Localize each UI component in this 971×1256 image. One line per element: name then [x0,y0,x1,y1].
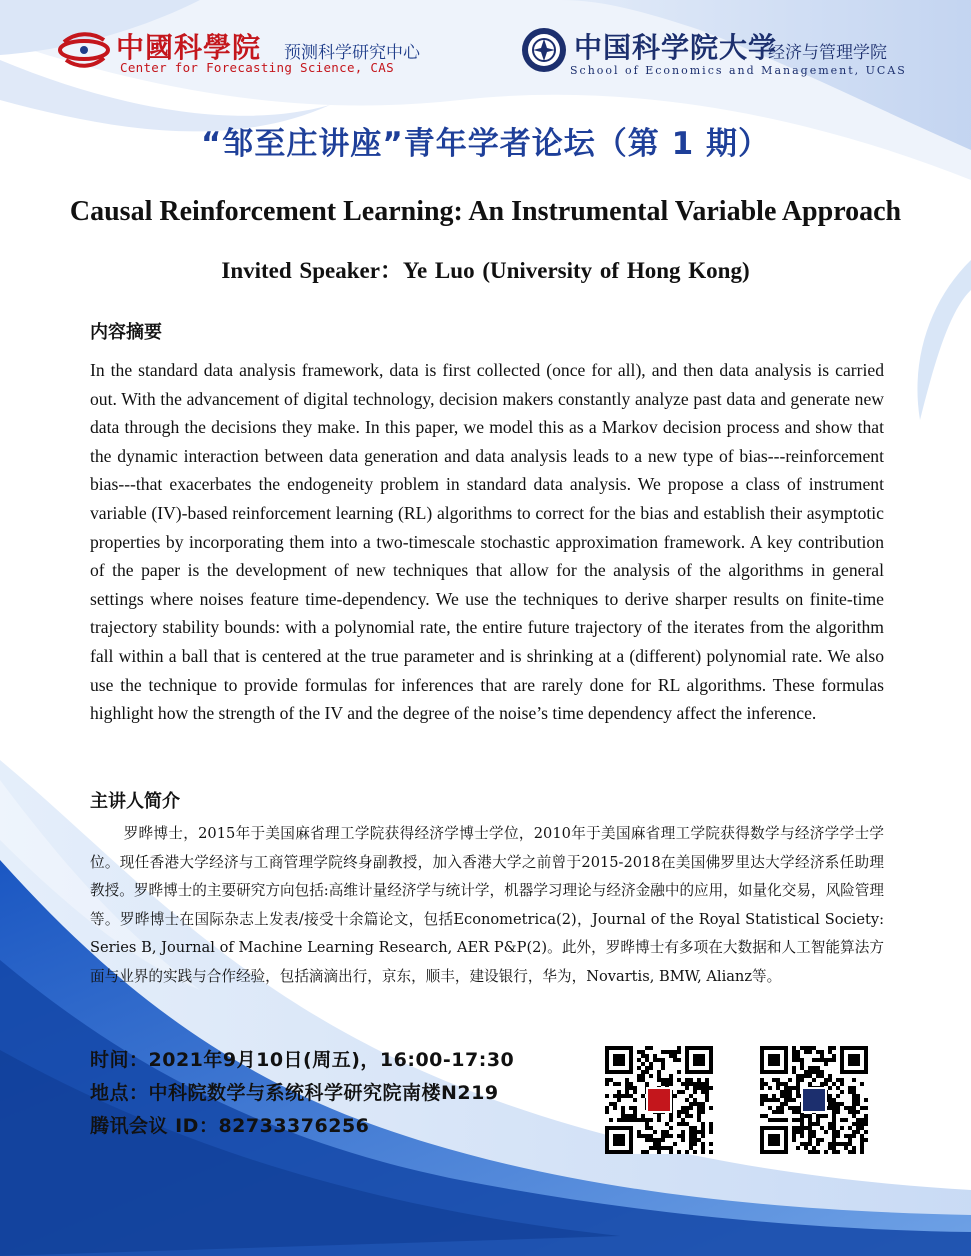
abstract-heading: 内容摘要 [90,322,162,343]
sem-name-en: School of Economics and Management, UCAS [570,64,907,77]
tencent-meeting-id: 腾讯会议 ID：82733376256 [90,1115,370,1137]
cas-forecasting-logo [58,26,458,86]
forecasting-center-name-cn: 预测科学研究中心 [284,43,420,63]
cas-emblem-icon [58,28,110,72]
forecasting-center-name-en: Center for Forecasting Science, CAS [120,60,394,75]
talk-title: Causal Reinforcement Learning: An Instrumental Variable Approach [69,196,902,227]
bio-text: 罗晔博士，2015年于美国麻省理工学院获得经济学博士学位，2010年于美国麻省理工学院获得数学与经济学学士学位。现任香港大学经济与工商管理学院终身副教授，加入香港大学之前曾于2015-2018在美国佛罗里达大学经济系任助理教授。罗晔博士的主要研究方向包括:高维计量经济学与统计学，机器学习理论与经济金融中的应用，如量化交易，风险管理等。罗晔博士在国际杂志上发表/接受十余篇论文，包括Econometrica(2)，Journal of the Royal Statistical Society: Series B, Journal of Machine Learning Research, AER P&P(2)。此外，罗晔博士有多项在大数据和人工智能算法方面与业界的实践与合作经验，包括滴滴出行，京东，顺丰，建设银行，华为，Novartis, BMW, Alianz等。 [90,825,884,985]
ucas-seal-icon [520,26,568,74]
speaker-line: Invited Speaker：Ye Luo (University of Hong Kong) [221,258,750,283]
cas-name-cn: 中國科學院 [116,31,262,64]
event-location: 地点：中科院数学与系统科学研究院南楼N219 [90,1082,499,1104]
qr-code-icon[interactable] [605,1046,713,1154]
ucas-sem-logo [520,26,940,86]
event-time: 时间：2021年9月10日(周五)，16:00-17:30 [90,1049,515,1071]
ucas-name-cn: 中国科学院大学 [574,31,778,64]
series-title: “邹至庄讲座”青年学者论坛（第 1 期） [201,126,770,162]
abstract-text: In the standard data analysis framework, data is first collected (once for all), and then data analysis is carried out. With the advancement of digital technology, decision makers constantly analyze past data and generate new data through the decisions they make. In this paper, we model this as a Markov decision process and show that the dynamic interaction between data generation and data analysis leads to a new type of bias---reinforcement bias---that exacerbates the endogeneity problem in standard data analysis. We propose a class of instrument variable (IV)-based reinforcement learning (RL) algorithms to correct for the bias and establish their asymptotic properties by incorporating them into a two-timescale stochastic approximation framework. A key contribution of the paper is the development of new techniques that allow for the analysis of the algorithms in general settings where noises feature time-dependency. We use the techniques to derive sharper results on finite-time trajectory stability bounds: with a polynomial rate, the entire future trajectory of the iterates from the algorithm fall within a ball that is centered at the true parameter and is shrinking at a (different) polynomial rate. We also use the technique to provide formulas for inferences that are rarely done for RL algorithms. These formulas highlight how the strength of the IV and the degree of the noise’s time dependency affect the inference. [90,360,884,724]
bio-heading: 主讲人简介 [90,791,180,812]
sem-name-cn: 经济与管理学院 [768,43,887,63]
qr-code-icon[interactable] [760,1046,868,1154]
